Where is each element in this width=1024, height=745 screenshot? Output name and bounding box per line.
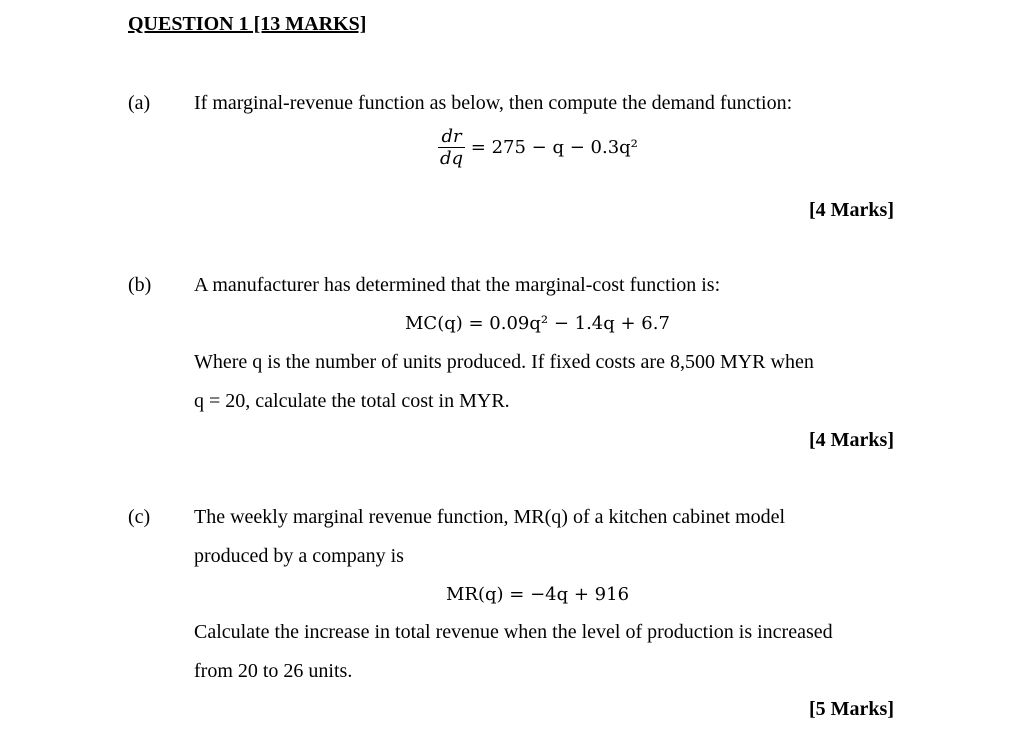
part-c-marks: [5 Marks] [809, 698, 894, 720]
part-b-line3: q = 20, calculate the total cost in MYR. [194, 390, 510, 412]
part-a-fraction-denominator: dq [440, 148, 464, 169]
part-b-line2: Where q is the number of units produced. If fixed costs are 8,500 MYR when [194, 351, 814, 373]
part-b-equation: MC(q) = 0.09q² − 1.4q + 6.7 [405, 313, 670, 334]
page-title: QUESTION 1 [13 MARKS] [128, 13, 367, 35]
part-a-fraction-numerator: dr [438, 126, 465, 148]
part-a-marks: [4 Marks] [809, 199, 894, 221]
part-a-equation [438, 126, 638, 169]
part-c-line2: produced by a company is [194, 545, 404, 567]
part-a-text: If marginal-revenue function as below, then compute the demand function: [194, 92, 793, 114]
part-c-line4: from 20 to 26 units. [194, 660, 353, 682]
part-c-label: (c) [128, 506, 151, 528]
part-b-label: (b) [128, 274, 152, 296]
part-c-equation: MR(q) = −4q + 916 [446, 584, 630, 605]
part-a-fraction [438, 126, 465, 169]
part-b-marks: [4 Marks] [809, 429, 894, 451]
part-a-label: (a) [128, 92, 151, 114]
part-a-equation-rhs: = 275 − q − 0.3q² [470, 137, 638, 158]
part-c-line3: Calculate the increase in total revenue when the level of production is increased [194, 621, 833, 643]
part-c-line1: The weekly marginal revenue function, MR(q) of a kitchen cabinet model [194, 506, 786, 528]
part-b-text: A manufacturer has determined that the marginal-cost function is: [194, 274, 721, 296]
